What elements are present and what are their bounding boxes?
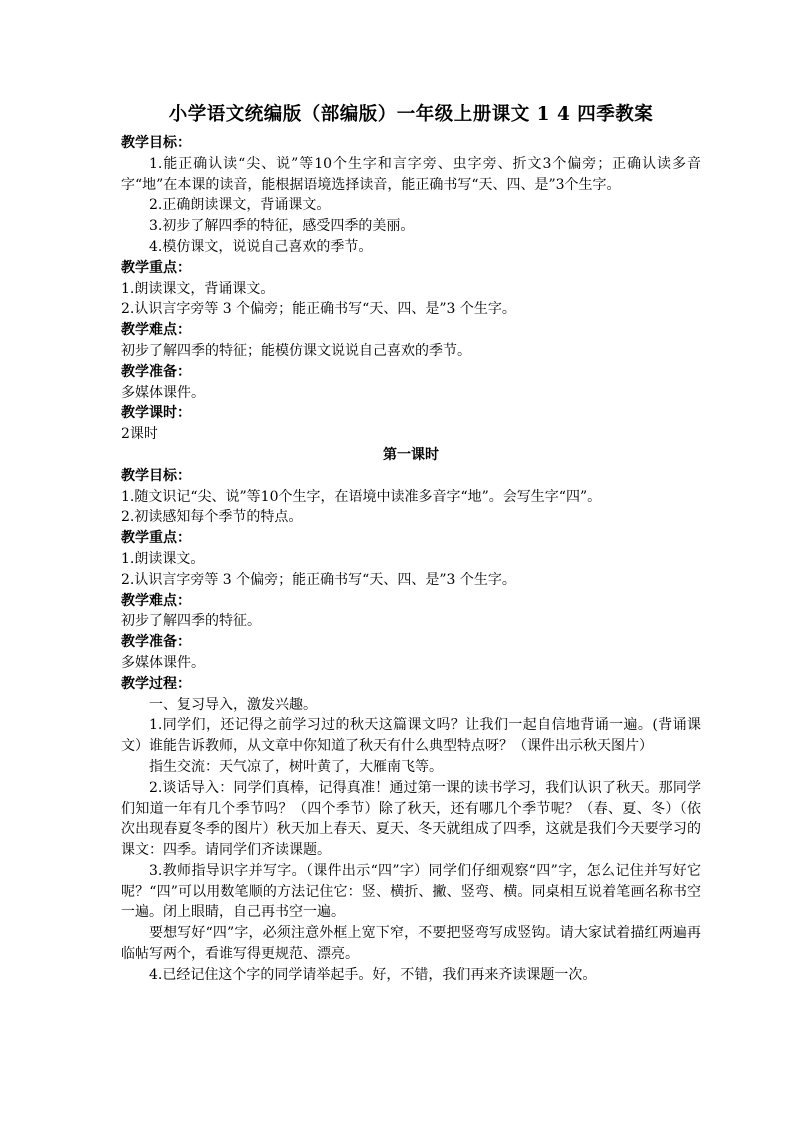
lesson-preparation-text: 多媒体课件。 [121,654,205,671]
lesson-difficulty-text: 初步了解四季的特征。 [121,613,261,630]
key-point-2: 2.认识言字旁等 3 个偏旁；能正确书写“天、四、是”3 个生字。 [121,301,516,318]
section-heading-difficulties: 教学难点： [121,322,191,339]
goal-item-4: 4.模仿课文，说说自己喜欢的季节。 [149,238,373,255]
process-paragraph-4: 2.谈话导入：同学们真棒，记得真准！通过第一课的读书学习，我们认识了秋天。那同学们知道一年有几个季节吗？（四个季节）除了秋天，还有哪几个季节呢？（春、夏、冬）（依次出现春夏冬季的图片）秋天加上春天、夏天、冬天就组成了四季，这就是我们今天要学习的课文：四季。请同学们齐读课题。 [121,779,701,859]
goal-item-1: 1.能正确认读“尖、说”等10个生字和言字旁、虫字旁、折文3个偏旁；正确认读多音字“地”在本课的读音，能根据语境选择读音，能正确书写“天、四、是”3个生字。 [121,155,701,193]
difficulty-text: 初步了解四季的特征；能模仿课文说说自己喜欢的季节。 [121,342,471,359]
section-heading-goals: 教学目标： [121,135,191,151]
process-paragraph-5: 3.教师指导识字并写字。（课件出示“四”字）同学们仔细观察“四”字，怎么记住并写好它呢？“四”可以用数笔顺的方法记住它：竖、横折、撇、竖弯、横。同桌相互说着笔画名称书空一遍。闭上眼睛，自己再书空一遍。 [121,862,701,921]
lesson-key-1: 1.朗读课文。 [121,550,205,567]
lesson-goal-2: 2.初读感知每个季节的特点。 [121,509,303,526]
key-point-1: 1.朗读课文，背诵课文。 [121,280,275,297]
goal-item-2: 2.正确朗读课文，背诵课文。 [149,197,331,214]
process-heading: 教学过程： [121,675,191,692]
periods-text: 2课时 [121,426,158,443]
document-body [121,103,701,986]
process-paragraph-3: 指生交流：天气凉了，树叶黄了，大雁南飞等。 [149,758,443,775]
section-heading-key-points: 教学重点： [121,259,191,276]
lesson-key-2: 2.认识言字旁等 3 个偏旁；能正确书写“天、四、是”3 个生字。 [121,571,516,588]
lesson-preparation-heading: 教学准备： [121,634,191,651]
document-title: 小学语文统编版（部编版）一年级上册课文 1 4 四季教案 [168,104,654,125]
lesson-goal-1: 1.随文识记“尖、说”等10个生字，在语境中读准多音字“地”。会写生字“四”。 [121,488,602,505]
lesson-difficulty-heading: 教学难点： [121,592,191,609]
section-heading-periods: 教学课时： [121,405,191,422]
lesson-heading: 第一课时 [383,446,439,463]
process-paragraph-7: 4.已经记住这个字的同学请举起手。好，不错，我们再来齐读课题一次。 [149,966,597,983]
preparation-text: 多媒体课件。 [121,384,205,401]
process-paragraph-2: 1.同学们，还记得之前学习过的秋天这篇课文吗？让我们一起自信地背诵一遍。(背诵课文）谁能告诉教师，从文章中你知道了秋天有什么典型特点呀？（课件出示秋天图片） [121,717,701,755]
lesson-key-heading: 教学重点： [121,530,191,547]
section-heading-preparation: 教学准备： [121,363,191,380]
lesson-goals-heading: 教学目标： [121,467,191,484]
process-paragraph-6: 要想写好“四”字，必须注意外框上宽下窄，不要把竖弯写成竖钩。请大家试着描红两遍再临帖写两个，看谁写得更规范、漂亮。 [121,925,701,963]
goal-item-3: 3.初步了解四季的特征，感受四季的美丽。 [149,218,415,235]
process-step-1: 一、复习导入，激发兴趣。 [149,696,317,713]
